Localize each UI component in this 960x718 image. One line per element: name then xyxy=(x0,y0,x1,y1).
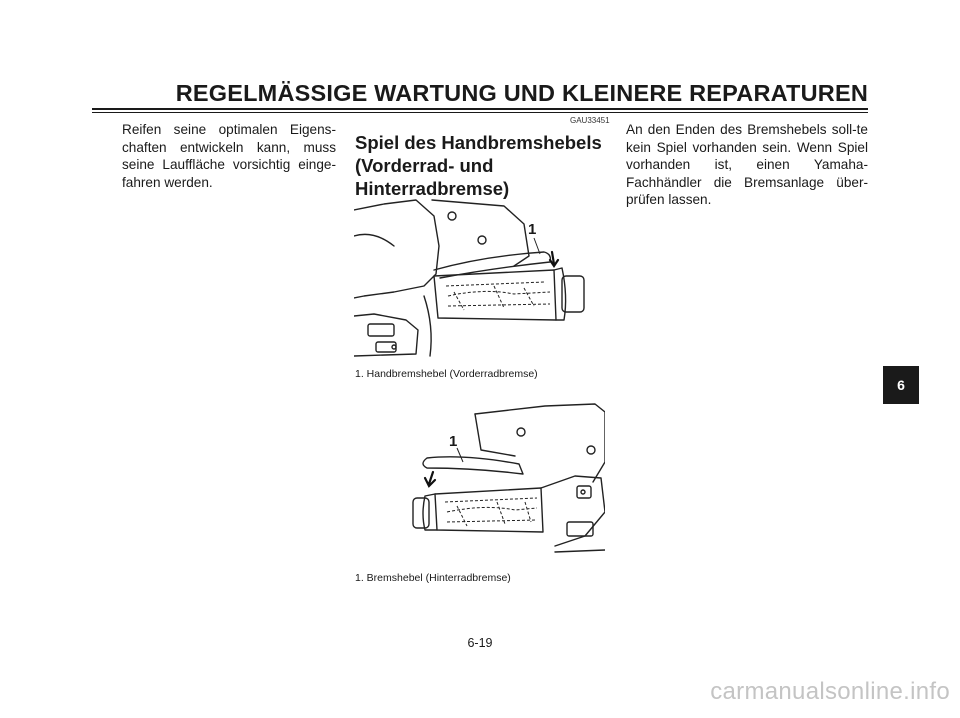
chapter-tab: 6 xyxy=(883,366,919,404)
section-title: Spiel des Handbremshebels (Vorderrad- und Hinterradbremse) xyxy=(355,132,602,199)
section-code: GAU33451 xyxy=(570,116,610,125)
header-rule-thin xyxy=(92,112,868,113)
page-header xyxy=(0,76,960,116)
front-brake-lever-illustration xyxy=(354,196,604,358)
arrow-down-icon xyxy=(550,252,558,266)
right-column xyxy=(626,121,868,209)
page-header-title: REGELMÄSSIGE WARTUNG UND KLEINERE REPARATUREN xyxy=(175,80,868,106)
watermark: carmanualsonline.info xyxy=(710,678,950,705)
figure1-callout: 1 xyxy=(528,221,537,238)
figure2-caption: 1. Bremshebel (Hinterradbremse) xyxy=(355,572,511,584)
left-column xyxy=(122,121,336,191)
left-column-text: Reifen seine optimalen Eigens-chaften entwickeln kann, muss seine Lauffläche vorsichtig einge-fahren werden. xyxy=(122,122,336,190)
rear-brake-lever-illustration xyxy=(405,402,605,560)
header-rule xyxy=(92,108,868,110)
figure1-caption: 1. Handbremshebel (Vorderradbremse) xyxy=(355,368,538,380)
figure2-callout: 1 xyxy=(449,433,458,450)
arrow-down-icon xyxy=(425,472,435,486)
right-column-text: An den Enden des Bremshebels soll-te kein Spiel vorhanden sein. Wenn Spiel vorhanden ist, einen Yamaha-Fachhändler die Bremsanlage über-prüfen lassen. xyxy=(626,122,868,207)
page-number: 6-19 xyxy=(467,636,493,650)
